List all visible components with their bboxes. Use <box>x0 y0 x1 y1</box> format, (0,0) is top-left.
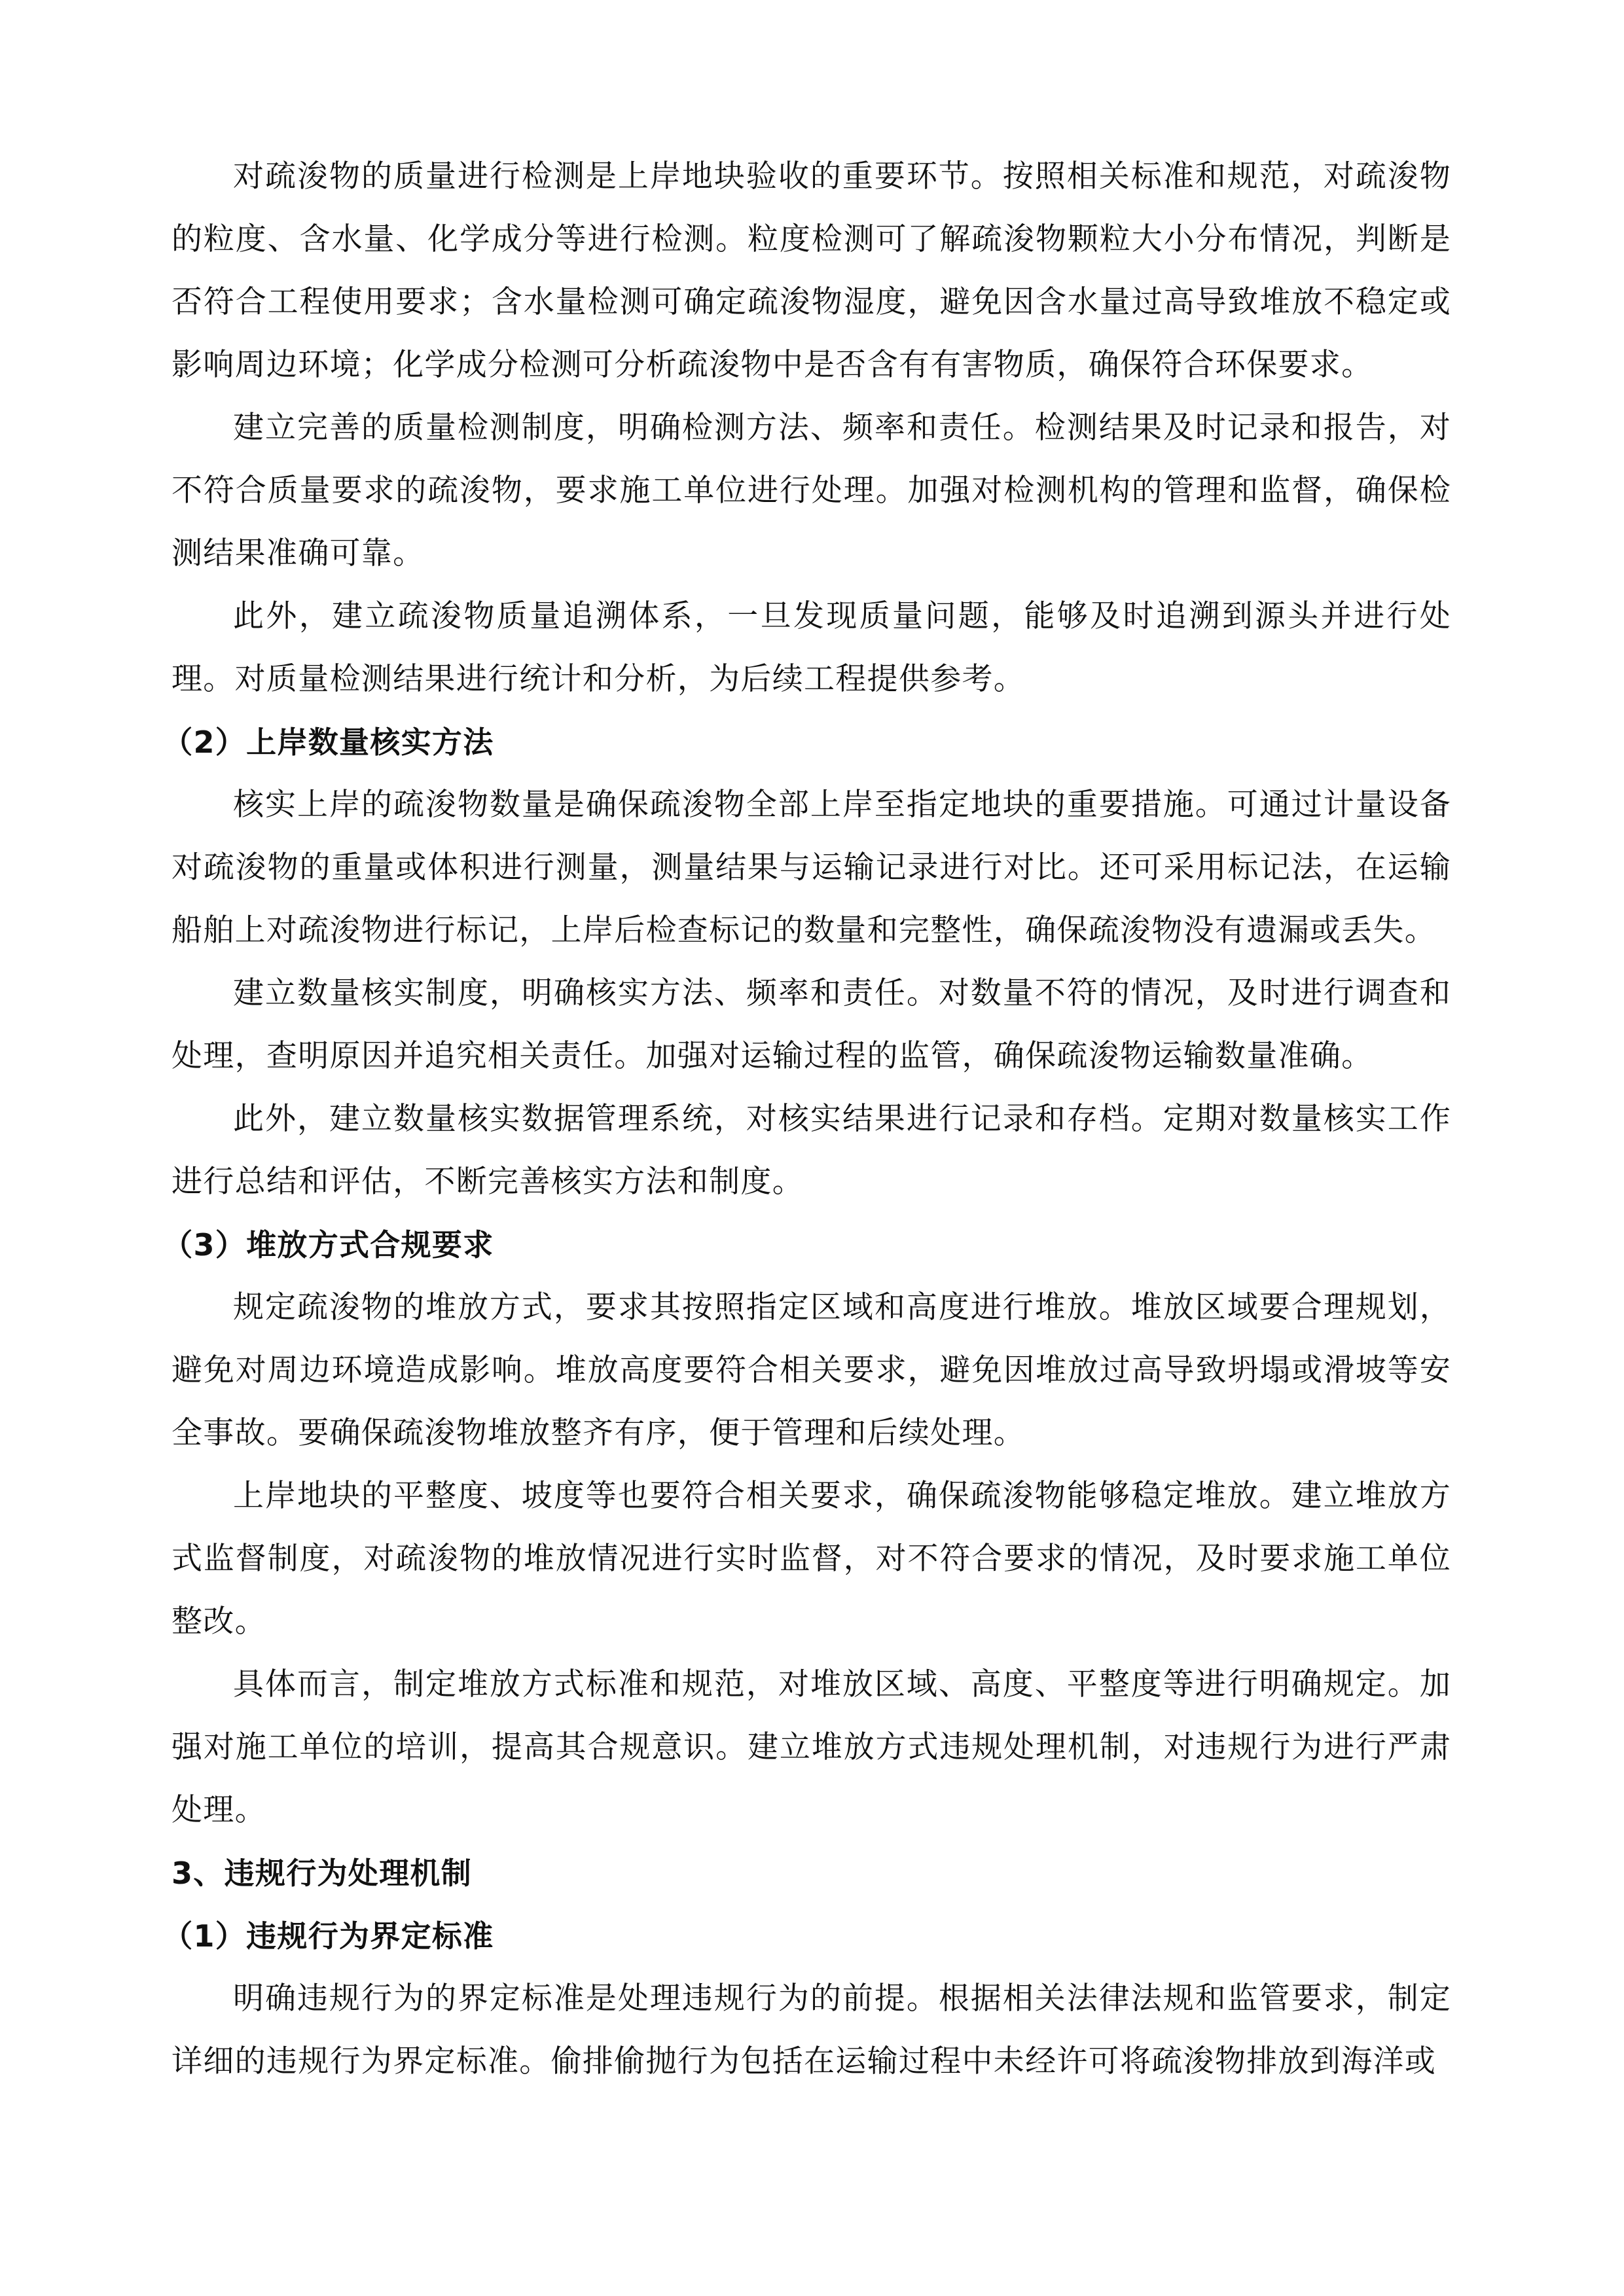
subheading-stacking-compliance: （3）堆放方式合规要求 <box>162 1227 494 1263</box>
paragraph-quantity-data-management: 此外，建立数量核实数据管理系统，对核实结果进行记录和存档。定期对数量核实工作进行总结和评估，不断完善核实方法和制度。 <box>171 1101 1451 1200</box>
subheading-quantity-verification: （2）上岸数量核实方法 <box>162 725 494 760</box>
paragraph-quantity-system: 建立数量核实制度，明确核实方法、频率和责任。对数量不符的情况，及时进行调查和处理，查明原因并追究相关责任。加强对运输过程的监管，确保疏浚物运输数量准确。 <box>171 975 1451 1074</box>
paragraph-testing-system: 建立完善的质量检测制度，明确检测方法、频率和责任。检测结果及时记录和报告，对不符合质量要求的疏浚物，要求施工单位进行处理。加强对检测机构的管理和监督，确保检测结果准确可靠。 <box>171 410 1451 571</box>
paragraph-quality-testing: 对疏浚物的质量进行检测是上岸地块验收的重要环节。按照相关标准和规范，对疏浚物的粒度、含水量、化学成分等进行检测。粒度检测可了解疏浚物颗粒大小分布情况，判断是否符合工程使用要求；含水量检测可确定疏浚物湿度，避免因含水量过高导致堆放不稳定或影响周边环境；化学成分检测可分析疏浚物中是否含有有害物质，确保符合环保要求。 <box>171 158 1451 383</box>
document-body <box>162 145 1451 2093</box>
subheading-violation-definition: （1）违规行为界定标准 <box>162 1918 494 1954</box>
paragraph-violation-definition: 明确违规行为的界定标准是处理违规行为的前提。根据相关法律法规和监管要求，制定详细的违规行为界定标准。偷排偷抛行为包括在运输过程中未经许可将疏浚物排放到海洋或 <box>171 1981 1451 2079</box>
paragraph-quality-traceability: 此外，建立疏浚物质量追溯体系，一旦发现质量问题，能够及时追溯到源头并进行处理。对质量检测结果进行统计和分析，为后续工程提供参考。 <box>171 598 1451 697</box>
paragraph-stacking-method: 规定疏浚物的堆放方式，要求其按照指定区域和高度进行堆放。堆放区域要合理规划，避免对周边环境造成影响。堆放高度要符合相关要求，避免因堆放过高导致坍塌或滑坡等安全事故。要确保疏浚物堆放整齐有序，便于管理和后续处理。 <box>171 1289 1451 1451</box>
paragraph-stacking-standards: 具体而言，制定堆放方式标准和规范，对堆放区域、高度、平整度等进行明确规定。加强对施工单位的培训，提高其合规意识。建立堆放方式违规处理机制，对违规行为进行严肃处理。 <box>171 1666 1451 1828</box>
section-heading-violation-handling: 3、违规行为处理机制 <box>171 1856 473 1891</box>
paragraph-quantity-verification: 核实上岸的疏浚物数量是确保疏浚物全部上岸至指定地块的重要措施。可通过计量设备对疏浚物的重量或体积进行测量，测量结果与运输记录进行对比。还可采用标记法，在运输船舶上对疏浚物进行标记，上岸后检查标记的数量和完整性，确保疏浚物没有遗漏或丢失。 <box>171 787 1451 948</box>
paragraph-site-flatness: 上岸地块的平整度、坡度等也要符合相关要求，确保疏浚物能够稳定堆放。建立堆放方式监督制度，对疏浚物的堆放情况进行实时监督，对不符合要求的情况，及时要求施工单位整改。 <box>171 1478 1451 1640</box>
